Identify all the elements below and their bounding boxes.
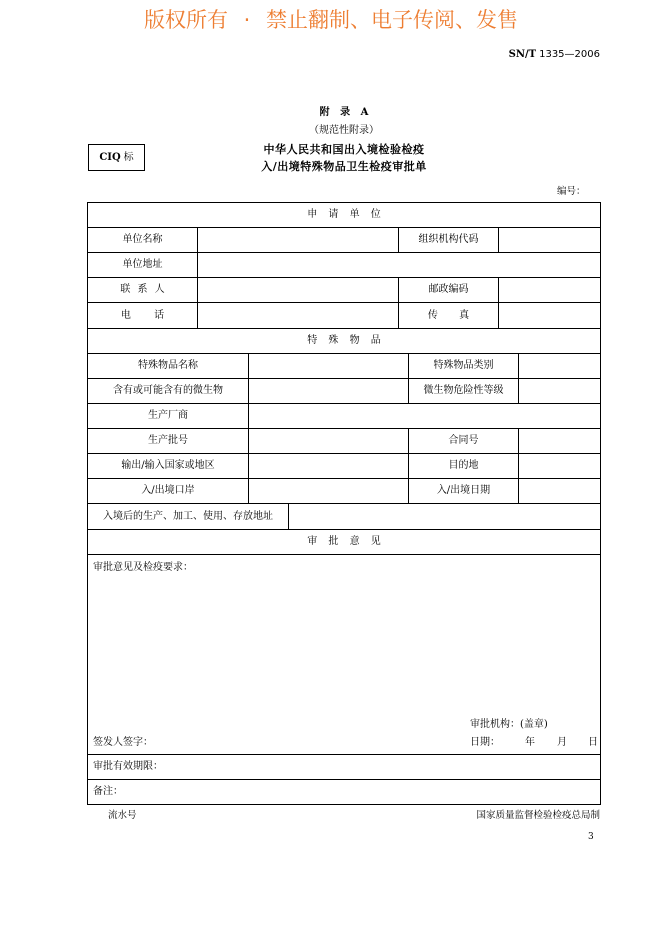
batch-row [88,428,600,453]
postal-code-value-cell [498,278,600,302]
approval-authority-label: 审批机构：(盖章) [470,719,548,730]
standard-code-number: 1335—2006 [539,49,600,60]
date-year-label: 年 [525,737,535,748]
remarks-label: 备注： [93,786,123,797]
remarks-row [88,779,600,804]
ciq-logo-suffix: 标 [123,151,134,163]
date-day-label: 日 [588,737,598,748]
footer-serial-number: 流水号 [108,810,137,821]
copyright-watermark: 版权所有 · 禁止翻制、电子传阅、发售 [143,8,519,32]
microorganisms-label: 含有或可能含有的微生物 [113,385,223,396]
goods-name-value-cell [248,354,408,378]
unit-address-value-cell [197,253,600,277]
contact-row [88,277,600,302]
hazard-level-label: 微生物危险性等级 [408,379,518,403]
unit-address-row [88,252,600,277]
approval-opinion-label: 审批意见及检疫要求： [93,562,193,573]
fax-value-cell [498,303,600,328]
hazard-level-value-cell [518,379,600,403]
approval-section-row [88,529,600,554]
ciq-logo-box [88,144,145,171]
port-value-cell [248,479,408,503]
phone-row [88,302,600,328]
post-entry-address-value-cell [288,504,600,529]
date-month-label: 月 [557,737,567,748]
goods-category-label: 特殊物品类别 [408,354,518,378]
postal-code-label: 邮政编码 [398,278,498,302]
entry-exit-date-label: 入/出境日期 [408,479,518,503]
unit-name-value-cell [197,228,398,252]
form-title: 入/出境特殊物品卫生检疫审批单 [261,160,427,173]
microorganisms-value-cell [248,379,408,403]
serial-number-label: 编号： [557,186,586,197]
form-authority: 中华人民共和国出入境检验检疫 [263,143,425,156]
annex-title: 附 录 A [319,107,369,118]
batch-no-value-cell [248,429,408,453]
microorganisms-row [88,378,600,403]
contact-value-cell [197,278,398,302]
goods-category-value-cell [518,354,600,378]
destination-label: 目的地 [408,454,518,478]
ciq-logo-mark: CIQ [99,151,121,163]
port-row [88,478,600,503]
unit-name-label: 单位名称 [122,234,163,245]
applicant-section-row [88,203,600,227]
contact-label: 联 系 人 [120,284,165,295]
post-entry-address-label: 入境后的生产、加工、使用、存放地址 [103,510,273,522]
post-entry-address-row [88,503,600,529]
contract-no-label: 合同号 [408,429,518,453]
batch-no-label: 生产批号 [148,435,188,446]
standard-code-prefix: SN/T [508,49,537,60]
validity-label: 审批有效期限： [93,761,163,772]
approval-opinion-cell [88,554,600,754]
phone-label: 电 话 [120,309,165,321]
approval-section-header: 审 批 意 见 [307,536,381,547]
manufacturer-label: 生产厂商 [148,410,188,421]
fax-label: 传 真 [398,303,498,328]
goods-name-row [88,353,600,378]
country-row [88,453,600,478]
page-number: 3 [588,832,594,842]
contract-no-value-cell [518,429,600,453]
manufacturer-row [88,403,600,428]
applicant-section-header: 申 请 单 位 [307,209,381,220]
entry-exit-date-value-cell [518,479,600,503]
signer-label: 签发人签字： [93,737,153,748]
goods-name-label: 特殊物品名称 [138,360,198,371]
goods-section-row [88,328,600,353]
destination-value-cell [518,454,600,478]
footer-issuer: 国家质量监督检验检疫总局制 [476,810,600,821]
org-code-value-cell [498,228,600,252]
country-label: 输出/输入国家或地区 [121,460,215,471]
date-label: 日期： [470,737,500,748]
manufacturer-value-cell [248,404,600,428]
goods-section-header: 特 殊 物 品 [307,335,381,346]
approval-form-table [87,202,601,805]
org-code-label: 组织机构代码 [398,228,498,252]
annex-type: （规范性附录） [309,125,379,136]
unit-address-label: 单位地址 [122,259,163,270]
country-value-cell [248,454,408,478]
unit-name-row [88,227,600,252]
validity-row [88,754,600,779]
phone-value-cell [197,303,398,328]
port-label: 入/出境口岸 [141,485,195,496]
standard-code [509,49,600,61]
